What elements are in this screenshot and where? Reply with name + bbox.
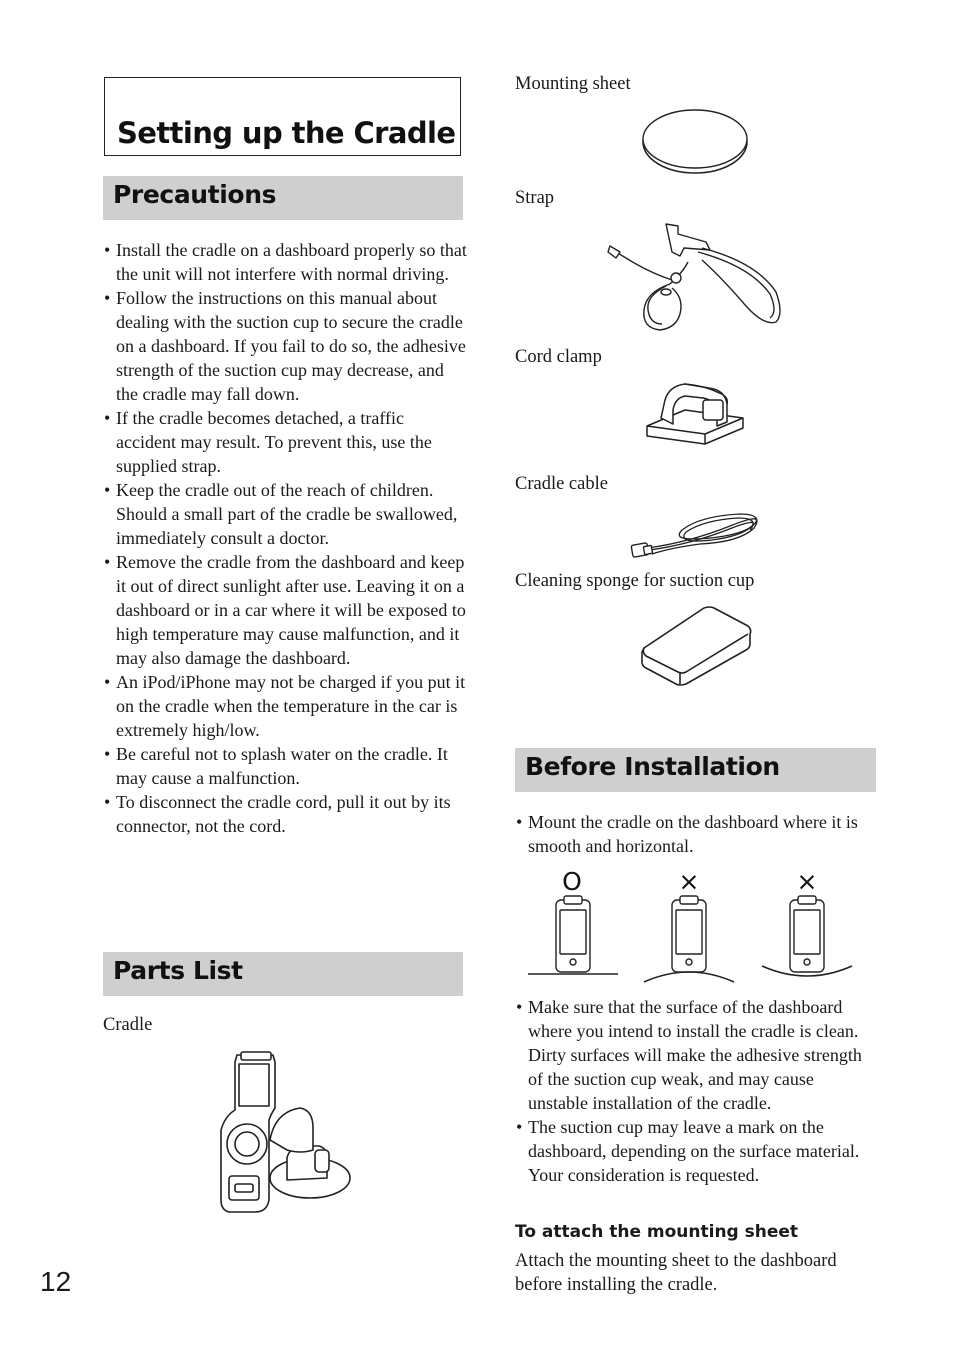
figure-mark-ok: O xyxy=(562,867,582,896)
page-title-box xyxy=(104,77,461,156)
list-item: • Be careful not to splash water on the cradle. It may cause a malfunction. xyxy=(104,742,468,790)
cradle-illustration xyxy=(215,1050,355,1215)
cord-clamp-illustration xyxy=(645,380,745,446)
parts-list-section-header xyxy=(103,952,463,996)
attach-mounting-sheet-subheading: To attach the mounting sheet xyxy=(515,1222,799,1242)
part-label-cradle: Cradle xyxy=(103,1015,153,1035)
list-item: • Install the cradle on a dashboard properly so that the unit will not interfere with normal driving. xyxy=(104,238,468,286)
strap-illustration xyxy=(606,222,786,334)
attach-mounting-sheet-paragraph: Attach the mounting sheet to the dashboard before installing the cradle. xyxy=(515,1251,837,1295)
page-number: 12 xyxy=(40,1266,72,1297)
before-installation-list-bottom xyxy=(516,995,876,1187)
before-installation-list-top xyxy=(516,810,876,858)
cradle-cable-illustration xyxy=(630,508,762,560)
part-label-mounting-sheet: Mounting sheet xyxy=(515,74,631,94)
list-item: • The suction cup may leave a mark on the dashboard, depending on the surface material. Your consideration is requested. xyxy=(516,1115,876,1187)
list-item: • Follow the instructions on this manual about dealing with the suction cup to secure the cradle on a dashboard. If you fail to do so, the adhesive strength of the suction cup may decrease, and the cradle may fall down. xyxy=(104,286,468,406)
list-item: • Remove the cradle from the dashboard and keep it out of direct sunlight after use. Leaving it on a dashboard or in a car where it will be exposed to high temperature may cause malfunction, and it may also damage the dashboard. xyxy=(104,550,468,670)
part-label-cleaning-sponge: Cleaning sponge for suction cup xyxy=(515,571,755,591)
parts-list-heading: Parts List xyxy=(113,956,243,985)
before-installation-heading: Before Installation xyxy=(525,752,780,781)
figure-mark-ng-2: × xyxy=(796,867,818,896)
figure-mark-ng-1: × xyxy=(678,867,700,896)
list-item: • Mount the cradle on the dashboard where it is smooth and horizontal. xyxy=(516,810,876,858)
page-title: Setting up the Cradle xyxy=(117,116,456,150)
part-label-cradle-cable: Cradle cable xyxy=(515,474,608,494)
part-label-strap: Strap xyxy=(515,188,555,208)
precautions-heading: Precautions xyxy=(113,180,277,209)
before-installation-section-header xyxy=(515,748,876,792)
list-item: • To disconnect the cradle cord, pull it out by its connector, not the cord. xyxy=(104,790,468,838)
list-item: • Keep the cradle out of the reach of children. Should a small part of the cradle be swallowed, immediately consult a doctor. xyxy=(104,478,468,550)
list-item: • An iPod/iPhone may not be charged if you put it on the cradle when the temperature in the car is extremely high/low. xyxy=(104,670,468,742)
installation-surface-figure xyxy=(524,866,854,984)
cleaning-sponge-illustration xyxy=(640,604,754,688)
precautions-section-header xyxy=(103,176,463,220)
mounting-sheet-illustration xyxy=(642,108,748,174)
precautions-list xyxy=(104,238,468,838)
list-item: • Make sure that the surface of the dashboard where you intend to install the cradle is clean. Dirty surfaces will make the adhesive strength of the suction cup weak, and may cause unstable installation of the cradle. xyxy=(516,995,876,1115)
part-label-cord-clamp: Cord clamp xyxy=(515,347,602,367)
list-item: • If the cradle becomes detached, a traffic accident may result. To prevent this, use the supplied strap. xyxy=(104,406,468,478)
